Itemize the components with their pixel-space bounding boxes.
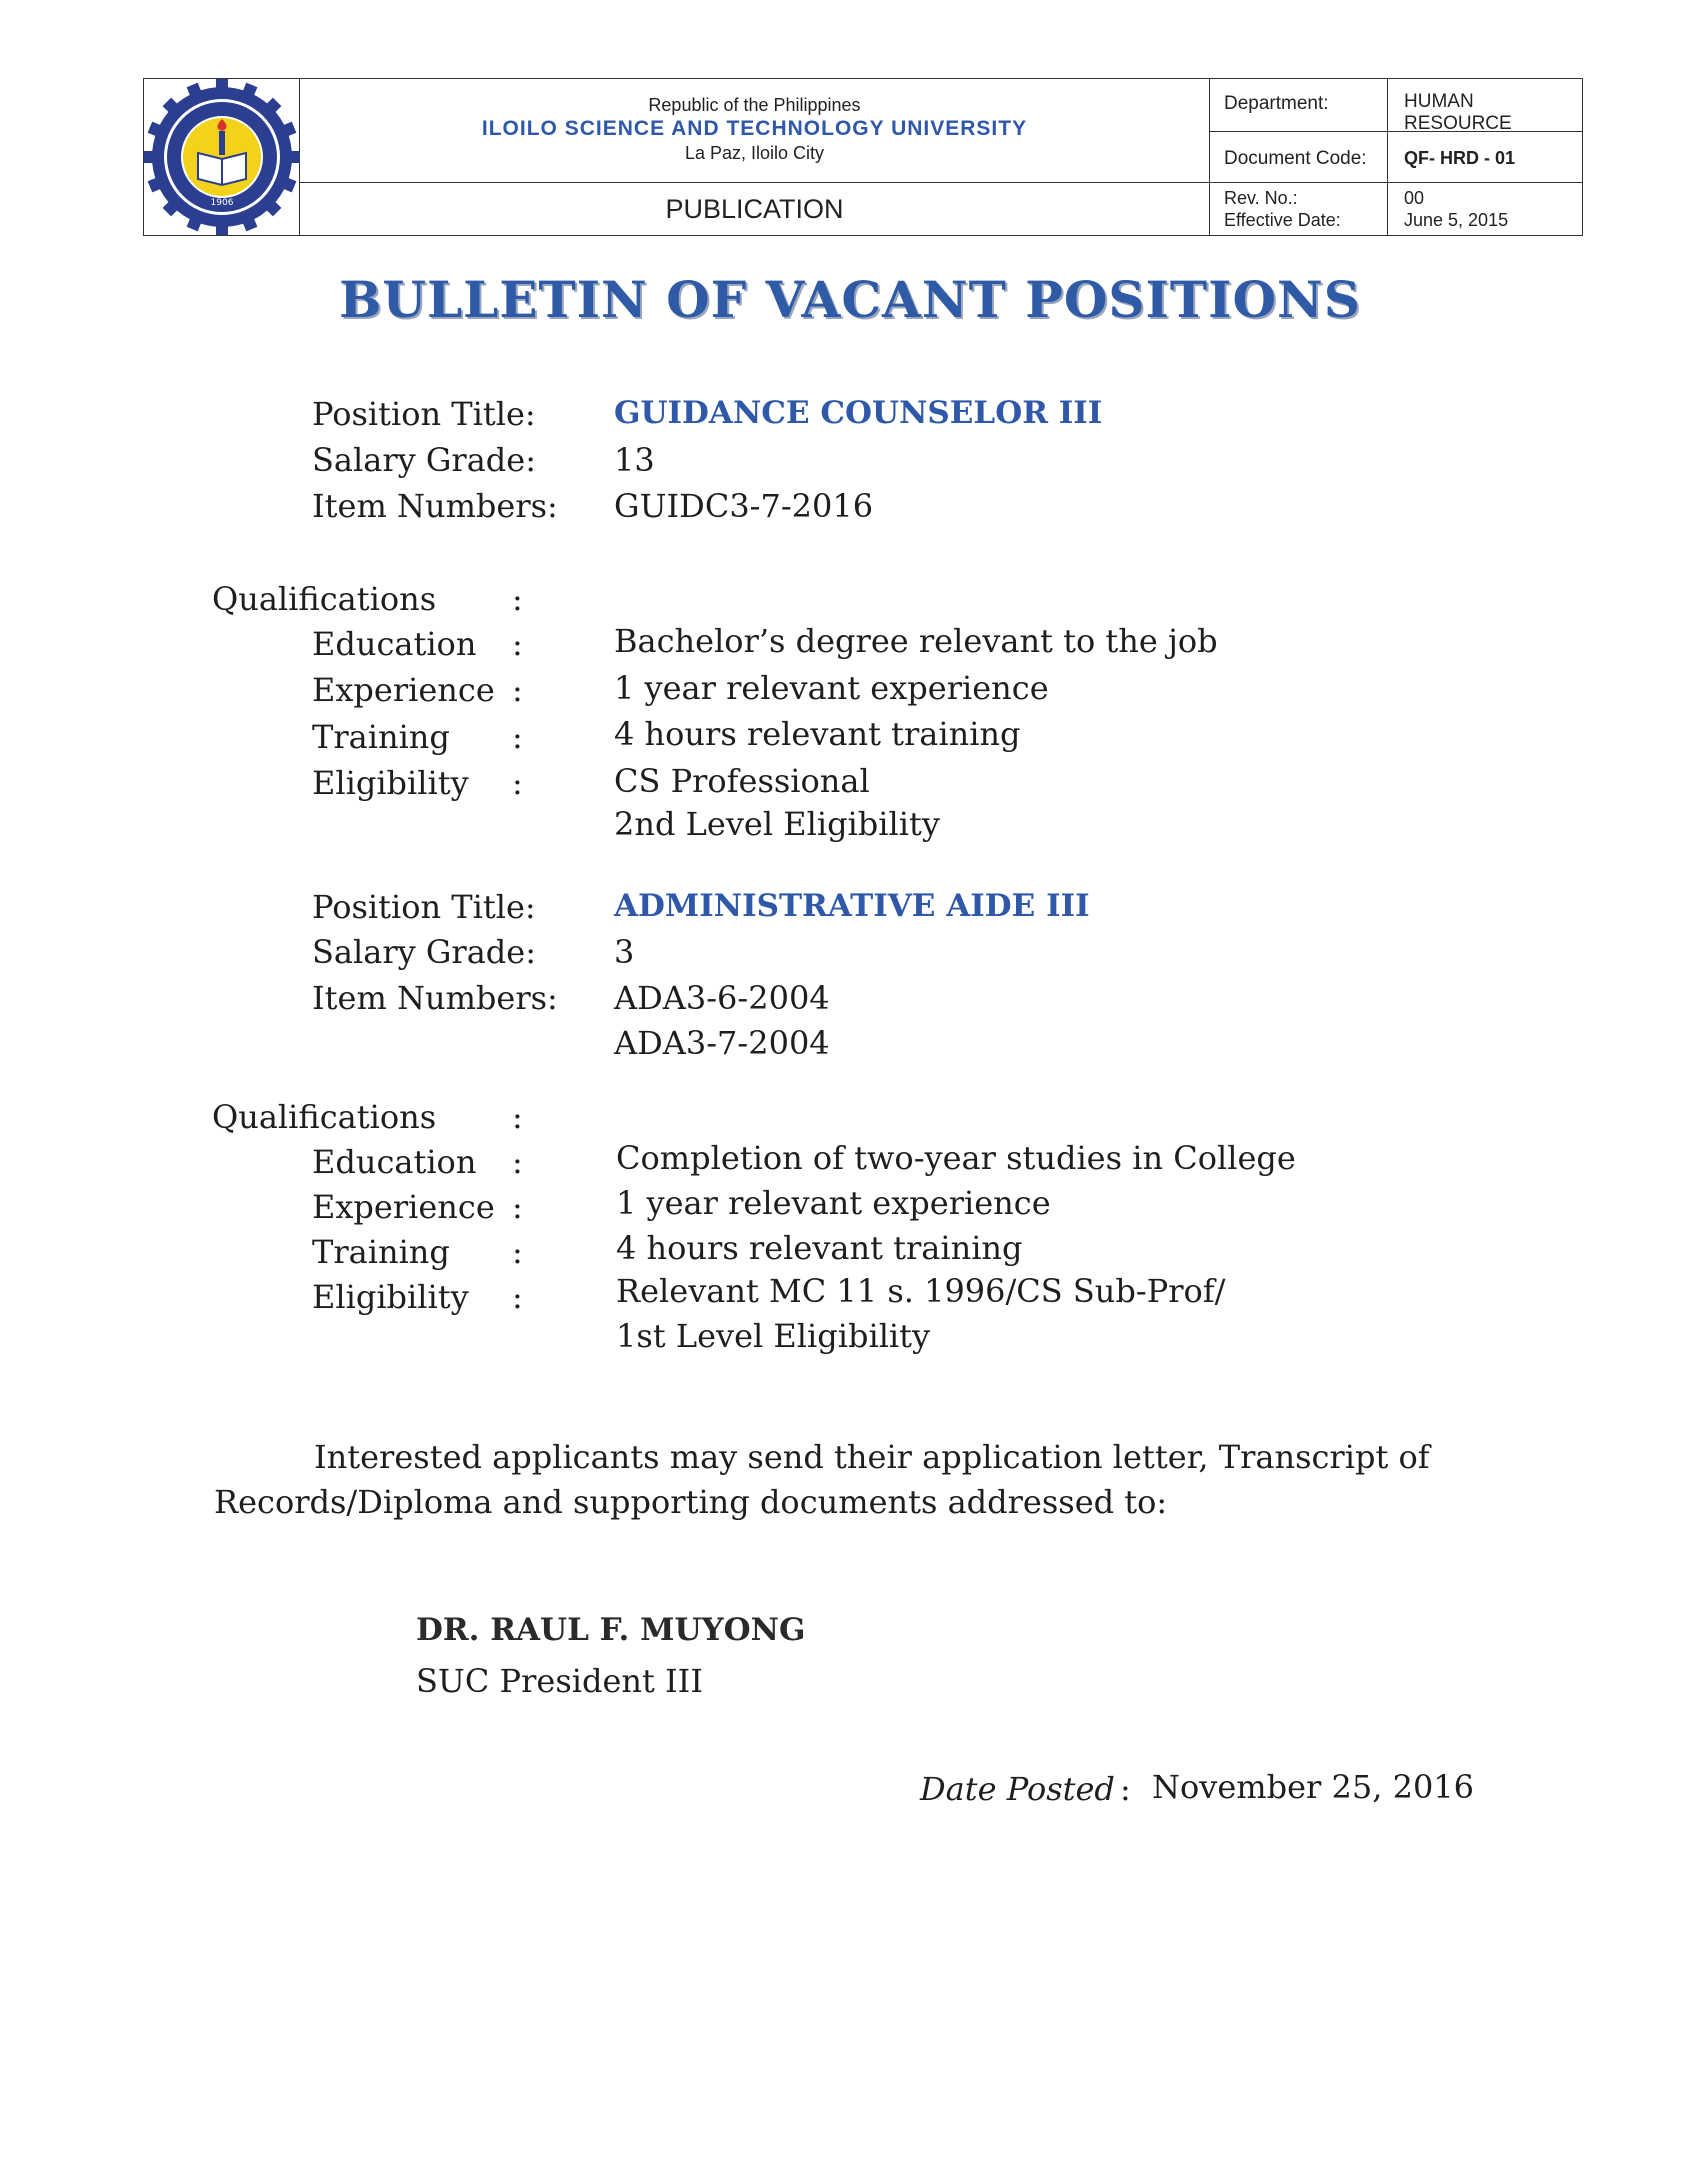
eligibility-value: CS Professional: [614, 762, 870, 800]
eligibility-value: Relevant MC 11 s. 1996/CS Sub-Prof/: [616, 1272, 1226, 1310]
qualifications-label: Qualifications: [212, 1098, 437, 1136]
experience-value: 1 year relevant experience: [616, 1184, 1051, 1222]
training-label: Training: [312, 1233, 450, 1271]
department-value: HUMAN RESOURCE: [1404, 91, 1512, 134]
rev-no-label: Rev. No.:: [1224, 188, 1298, 208]
item-number: ADA3-7-2004: [614, 1024, 830, 1062]
position-title-label: Position Title:: [312, 395, 536, 433]
experience-label: Experience: [312, 1188, 495, 1226]
department-row: [1210, 79, 1582, 132]
colon: :: [512, 625, 523, 663]
department-label: Department:: [1224, 93, 1329, 114]
item-numbers-label: Item Numbers:: [312, 979, 558, 1017]
document-meta: [1210, 79, 1582, 235]
publication-label: PUBLICATION: [665, 194, 844, 224]
education-label: Education: [312, 625, 477, 663]
colon: :: [512, 1098, 523, 1136]
university-name: ILOILO SCIENCE AND TECHNOLOGY UNIVERSITY: [481, 117, 1028, 140]
publication-cell: [300, 183, 1210, 235]
document-code-label: Document Code:: [1224, 148, 1367, 169]
colon: :: [512, 718, 523, 756]
date-posted-value: November 25, 2016: [1152, 1768, 1475, 1806]
salary-grade-value: 3: [614, 933, 635, 971]
application-paragraph-line1: Interested applicants may send their application letter, Transcript of: [314, 1438, 1430, 1476]
application-paragraph-line2: Records/Diploma and supporting documents addressed to:: [214, 1483, 1168, 1521]
education-value: Bachelor’s degree relevant to the job: [614, 622, 1218, 660]
page-title: BULLETIN OF VACANT POSITIONS: [339, 270, 1361, 329]
salary-grade-value: 13: [614, 441, 655, 479]
effective-date-label: Effective Date:: [1224, 210, 1341, 230]
eligibility-value: 1st Level Eligibility: [616, 1317, 931, 1355]
effective-date-value: June 5, 2015: [1404, 210, 1509, 230]
experience-label: Experience: [312, 671, 495, 709]
colon: :: [512, 1233, 523, 1271]
colon: :: [512, 1143, 523, 1181]
colon: :: [512, 1188, 523, 1226]
salary-grade-label: Salary Grade:: [312, 933, 536, 971]
revision-row: [1210, 183, 1582, 235]
rev-no-value: 00: [1404, 188, 1425, 208]
item-numbers-label: Item Numbers:: [312, 487, 558, 525]
eligibility-label: Eligibility: [312, 1278, 469, 1316]
item-number: GUIDC3-7-2016: [614, 487, 874, 525]
colon: :: [512, 671, 523, 709]
training-label: Training: [312, 718, 450, 756]
education-value: Completion of two-year studies in College: [616, 1139, 1296, 1177]
colon: :: [512, 764, 523, 802]
salary-grade-label: Salary Grade:: [312, 441, 536, 479]
date-posted-label: Date Posted: [920, 1770, 1115, 1808]
qualifications-label: Qualifications: [212, 580, 437, 618]
university-seal-logo: [144, 79, 300, 235]
position-title-value: ADMINISTRATIVE AIDE III: [614, 888, 1090, 924]
training-value: 4 hours relevant training: [616, 1229, 1023, 1267]
seal-year: 1906: [210, 198, 234, 208]
education-label: Education: [312, 1143, 477, 1181]
training-value: 4 hours relevant training: [614, 715, 1021, 753]
colon: :: [512, 580, 523, 618]
eligibility-value: 2nd Level Eligibility: [614, 805, 940, 843]
position-title-value: GUIDANCE COUNSELOR III: [614, 395, 1103, 431]
colon: :: [1120, 1770, 1131, 1808]
position-title-label: Position Title:: [312, 888, 536, 926]
university-city: La Paz, Iloilo City: [684, 143, 825, 163]
republic-text: Republic of the Philippines: [648, 95, 861, 115]
colon: :: [512, 1278, 523, 1316]
experience-value: 1 year relevant experience: [614, 669, 1049, 707]
eligibility-label: Eligibility: [312, 764, 469, 802]
logo-cell: [144, 79, 300, 235]
document-code-value: QF- HRD - 01: [1404, 148, 1516, 168]
addressee-title: SUC President III: [416, 1662, 703, 1700]
addressee-name: DR. RAUL F. MUYONG: [416, 1612, 806, 1648]
document-header: [143, 78, 1583, 236]
item-number: ADA3-6-2004: [614, 979, 830, 1017]
university-name-cell: [300, 79, 1210, 183]
document-code-row: [1210, 132, 1582, 183]
